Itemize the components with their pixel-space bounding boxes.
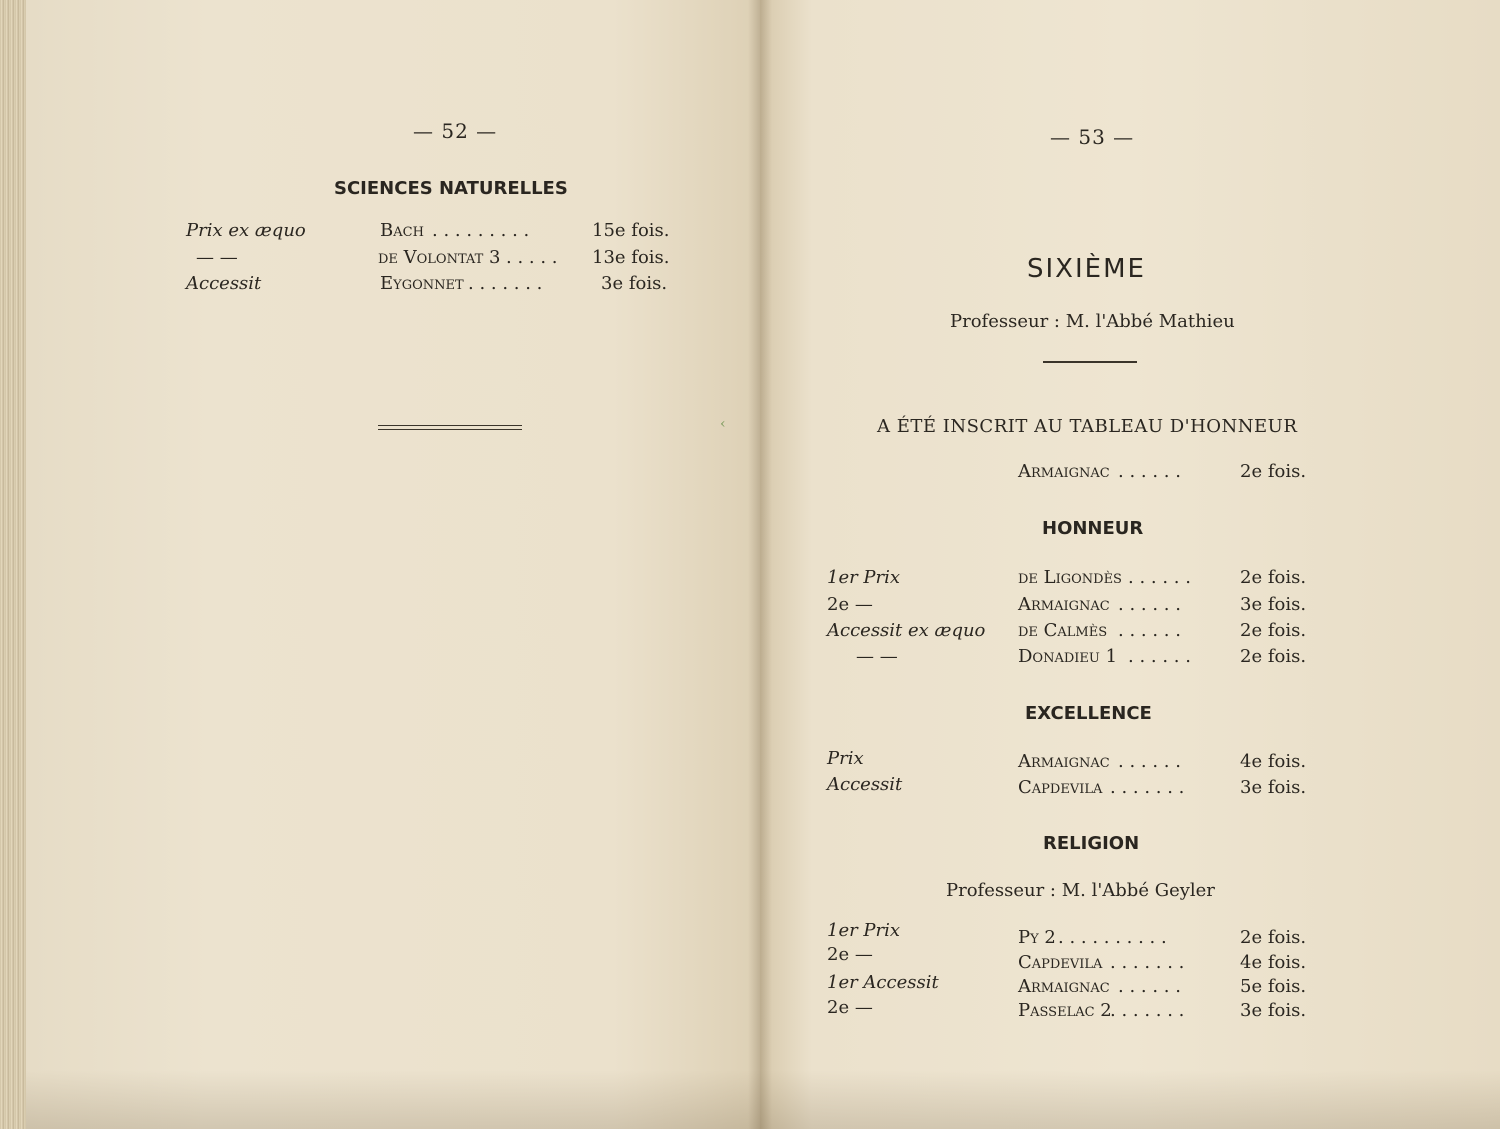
religion-row-count: 2e fois. <box>1240 927 1307 948</box>
honneur-row-count: 3e fois. <box>1240 594 1307 615</box>
left-row-label: Accessit <box>186 273 262 294</box>
page-edges <box>0 0 26 1129</box>
honor-roll-title: A ÉTÉ INSCRIT AU TABLEAU D'HONNEUR <box>877 416 1298 437</box>
left-page-number: — 52 — <box>413 119 498 143</box>
gutter-shadow <box>748 0 772 1129</box>
honneur-row-name: Armaignac <box>1018 594 1110 615</box>
religion-row-name: Py 2 <box>1018 927 1056 948</box>
left-row-count: 13e fois. <box>592 247 670 268</box>
honneur-row-count: 2e fois. <box>1240 646 1307 667</box>
left-row-dots: . . . . . . . <box>468 273 543 294</box>
honneur-row-dots: . . . . . . <box>1118 594 1181 615</box>
honneur-row-label: Accessit ex æquo <box>827 620 986 641</box>
religion-row-dots: . . . . . . <box>1118 976 1181 997</box>
honor-roll-dots: . . . . . . <box>1118 461 1181 482</box>
section-title-religion: RELIGION <box>1043 833 1140 854</box>
honneur-row-name: de Ligondès <box>1018 567 1122 588</box>
religion-row-count: 4e fois. <box>1240 952 1307 973</box>
honneur-row-label: 1er Prix <box>827 567 901 588</box>
honneur-row-name: de Calmès <box>1018 620 1108 641</box>
left-row-label: Prix ex æquo <box>186 220 306 241</box>
double-rule <box>378 425 522 430</box>
left-row-name: de Volontat 3 <box>378 247 501 268</box>
professor-line: Professeur : M. l'Abbé Mathieu <box>950 311 1235 332</box>
short-rule <box>1043 361 1137 363</box>
religion-row-label: 1er Prix <box>827 920 901 941</box>
honneur-row-count: 2e fois. <box>1240 620 1307 641</box>
excellence-row-name: Armaignac <box>1018 751 1110 772</box>
religion-row-dots: . . . . . . . <box>1110 1000 1185 1021</box>
left-row-name: Eygonnet <box>380 273 464 294</box>
excellence-row-count: 4e fois. <box>1240 751 1307 772</box>
honneur-row-name: Donadieu 1 <box>1018 646 1118 667</box>
excellence-row-name: Capdevila <box>1018 777 1103 798</box>
excellence-row-count: 3e fois. <box>1240 777 1307 798</box>
religion-row-count: 5e fois. <box>1240 976 1307 997</box>
section-title-sciences: SCIENCES NATURELLES <box>334 178 568 199</box>
honneur-row-dots: . . . . . . <box>1118 620 1181 641</box>
religion-row-dots: . . . . . . . <box>1110 952 1185 973</box>
left-row-label: — — <box>196 247 238 268</box>
bottom-shadow <box>26 1070 1500 1129</box>
pencil-mark: ‹ <box>720 416 726 432</box>
honneur-row-dots: . . . . . . <box>1128 646 1191 667</box>
religion-row-label: 1er Accessit <box>827 972 939 993</box>
religion-row-count: 3e fois. <box>1240 1000 1307 1021</box>
honor-roll-name: Armaignac <box>1018 461 1110 482</box>
religion-row-name: Passelac 2 <box>1018 1000 1112 1021</box>
left-row-dots: . . . . . . . . . <box>432 220 530 241</box>
honneur-row-dots: . . . . . . <box>1128 567 1191 588</box>
excellence-row-dots: . . . . . . <box>1118 751 1181 772</box>
section-title-honneur: HONNEUR <box>1042 518 1144 539</box>
honneur-row-label: — — <box>856 646 898 667</box>
religion-row-name: Capdevila <box>1018 952 1103 973</box>
excellence-row-label: Accessit <box>827 774 903 795</box>
excellence-row-dots: . . . . . . . <box>1110 777 1185 798</box>
honneur-row-count: 2e fois. <box>1240 567 1307 588</box>
religion-row-name: Armaignac <box>1018 976 1110 997</box>
religion-professor-line: Professeur : M. l'Abbé Geyler <box>946 880 1215 901</box>
excellence-row-label: Prix <box>827 748 864 769</box>
section-title-excellence: EXCELLENCE <box>1025 703 1152 724</box>
religion-row-label: 2e — <box>827 997 873 1018</box>
religion-row-dots: . . . . . . . . . . <box>1058 927 1167 948</box>
class-title: SIXIÈME <box>1027 254 1146 284</box>
left-row-count: 3e fois. <box>601 273 668 294</box>
left-page <box>26 0 760 1129</box>
religion-row-label: 2e — <box>827 944 873 965</box>
left-row-name: Bach <box>380 220 424 241</box>
left-row-dots: . . . . . <box>506 247 558 268</box>
left-row-count: 15e fois. <box>592 220 670 241</box>
honor-roll-count: 2e fois. <box>1240 461 1307 482</box>
right-page-number: — 53 — <box>1050 125 1135 149</box>
honneur-row-label: 2e — <box>827 594 873 615</box>
